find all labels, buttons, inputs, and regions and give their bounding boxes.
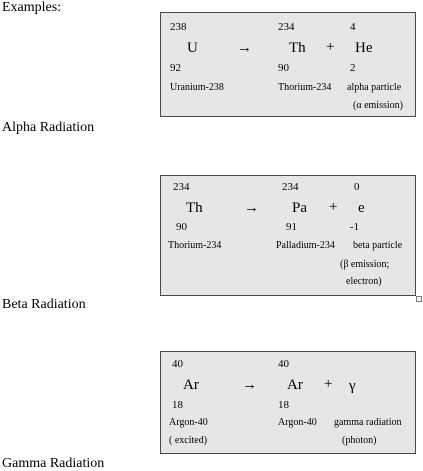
beta-daughter-symbol: Pa	[292, 200, 307, 216]
gamma-daughter-atomic: 18	[278, 399, 289, 411]
beta-emitted-mass: 0	[354, 181, 360, 193]
gamma-daughter-name: Argon-40	[278, 417, 317, 428]
resize-handle[interactable]	[416, 296, 422, 302]
beta-daughter-mass: 234	[282, 181, 299, 193]
alpha-plus: +	[326, 39, 335, 55]
alpha-daughter-symbol: Th	[289, 40, 306, 56]
alpha-arrow: →	[237, 40, 252, 56]
gamma-parent-note: ( excited)	[169, 435, 208, 446]
beta-emitted-note-2: electron)	[346, 276, 382, 287]
beta-emitted-note: (β emission;	[340, 259, 390, 270]
alpha-emitted-atomic: 2	[350, 62, 356, 74]
alpha-parent-symbol: U	[187, 40, 198, 56]
alpha-emitted-name: alpha particle	[347, 82, 402, 93]
beta-daughter-atomic: 91	[286, 221, 297, 233]
alpha-parent-mass: 238	[170, 21, 187, 33]
alpha-daughter-atomic: 90	[278, 62, 289, 74]
gamma-arrow: →	[242, 377, 257, 393]
gamma-parent-mass: 40	[172, 358, 183, 370]
gamma-daughter-mass: 40	[278, 358, 289, 370]
beta-emitted-name: beta particle	[353, 240, 403, 251]
alpha-emitted-symbol: He	[355, 40, 373, 56]
beta-parent-mass: 234	[173, 181, 190, 193]
beta-heading: Beta Radiation	[2, 297, 86, 312]
gamma-reaction-box[interactable]	[160, 351, 416, 454]
beta-parent-name: Thorium-234	[168, 240, 222, 251]
gamma-heading: Gamma Radiation	[2, 456, 105, 471]
alpha-daughter-mass: 234	[278, 21, 295, 33]
alpha-heading: Alpha Radiation	[2, 120, 95, 135]
gamma-emitted-note: (photon)	[342, 435, 377, 446]
examples-label: Examples:	[2, 0, 62, 15]
beta-parent-symbol: Th	[186, 200, 203, 216]
alpha-daughter-name: Thorium-234	[278, 82, 332, 93]
gamma-plus: +	[324, 376, 333, 392]
beta-emitted-atomic: -1	[350, 221, 360, 233]
alpha-parent-atomic: 92	[170, 62, 181, 74]
gamma-parent-name: Argon-40	[169, 417, 208, 428]
alpha-emitted-note: (α emission)	[353, 100, 403, 111]
alpha-emitted-mass: 4	[350, 21, 356, 33]
gamma-emitted-symbol: γ	[349, 378, 356, 394]
beta-daughter-name: Palladium-234	[276, 240, 335, 251]
alpha-parent-name: Uranium-238	[170, 82, 224, 93]
alpha-reaction-box[interactable]	[160, 12, 416, 117]
beta-plus: +	[329, 199, 338, 215]
beta-parent-atomic: 90	[176, 221, 187, 233]
gamma-daughter-symbol: Ar	[287, 377, 303, 393]
gamma-parent-atomic: 18	[172, 399, 183, 411]
gamma-parent-symbol: Ar	[183, 377, 199, 393]
gamma-emitted-name: gamma radiation	[334, 417, 402, 428]
beta-reaction-box[interactable]	[160, 175, 416, 296]
beta-emitted-symbol: e	[358, 200, 365, 216]
beta-arrow: →	[244, 200, 259, 216]
